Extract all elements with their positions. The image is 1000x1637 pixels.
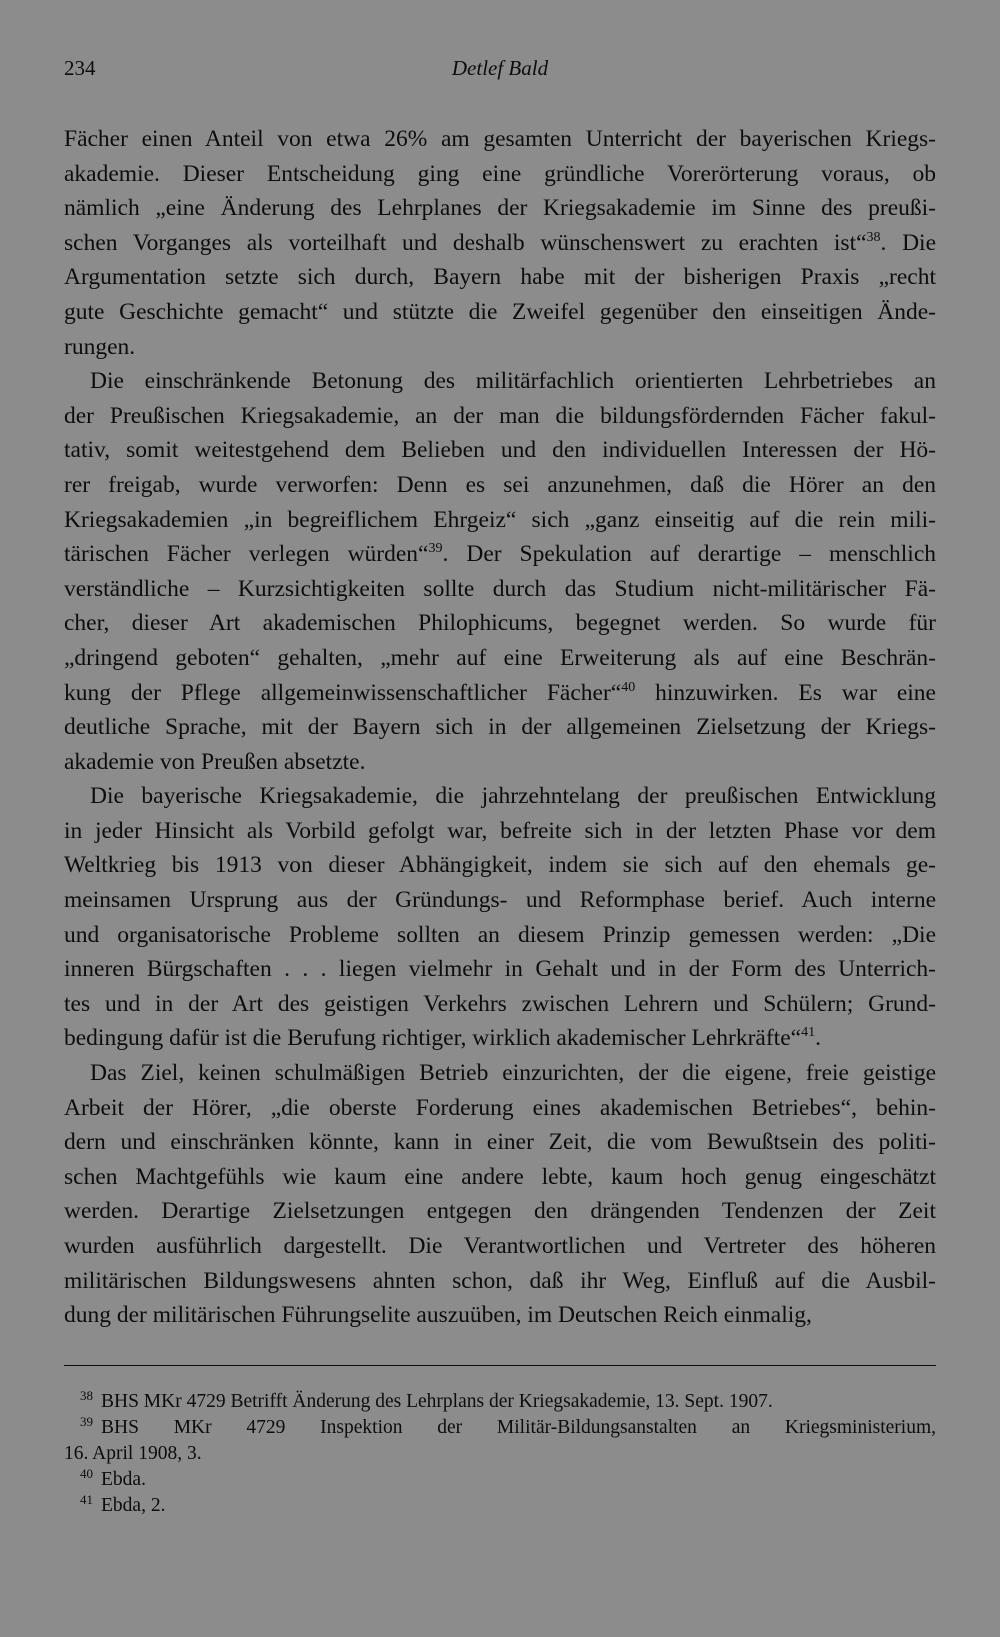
- body-line: [64, 641, 936, 676]
- footnote: [64, 1389, 936, 1415]
- line-text: Fächer einen Anteil von etwa 26% am gesamten Unterricht der bayerischen Kriegs-: [64, 126, 936, 152]
- line-text: und organisatorische Probleme sollten an diesem Prinzip gemessen werden: „Die: [64, 921, 936, 948]
- body-line: [64, 1056, 936, 1091]
- body-line: [64, 330, 936, 365]
- line-text: gute Geschichte gemacht“ und stützte die Zweifel gegenüber den einseitigen Ände-: [64, 298, 936, 325]
- line-text: rer freigab, wurde verworfen: Denn es sei anzunehmen, daß die Hörer an den: [64, 471, 936, 498]
- line-text: werden. Derartige Zielsetzungen entgegen den drängenden Tendenzen der Zeit: [64, 1198, 936, 1225]
- line-text: rungen.: [64, 333, 136, 360]
- footnote: [64, 1493, 936, 1519]
- line-text: tärischen Fächer verlegen würden“: [64, 541, 429, 568]
- line-text: meinsamen Ursprung aus der Gründungs- und Reformphase berief. Auch interne: [64, 887, 936, 914]
- footnote-text: BHS MKr 4729 Betrifft Änderung des Lehrplans der Kriegsakademie, 13. Sept. 1907.: [101, 1391, 773, 1412]
- body-line: [64, 537, 936, 572]
- line-text: cher, dieser Art akademischen Philophicums, begegnet werden. So wurde für: [64, 610, 936, 637]
- body-line: [64, 710, 936, 745]
- footnote-text: Ebda.: [101, 1469, 146, 1490]
- body-line: [64, 1021, 936, 1056]
- line-text: wurden ausführlich dargestellt. Die Verantwortlichen und Vertreter des höheren: [64, 1233, 936, 1259]
- line-text: dung der militärischen Führungselite auszuüben, im Deutschen Reich einmalig,: [64, 1302, 812, 1329]
- footnote-text: BHS MKr 4729 Inspektion der Militär-Bildungsanstalten an Kriegsministerium,: [101, 1417, 936, 1438]
- body-line: [64, 364, 936, 399]
- body-line: [64, 468, 936, 503]
- body-line: [64, 1264, 936, 1299]
- line-text: kung der Pflege allgemeinwissenschaftlicher Fächer“: [64, 679, 622, 706]
- body-line: [64, 433, 936, 468]
- line-text: Arbeit der Hörer, „die oberste Forderung eines akademischen Betriebes“, behin-: [64, 1094, 936, 1121]
- footnotes: [64, 1389, 936, 1519]
- footnote-ref: 39: [428, 541, 443, 557]
- line-text: .: [815, 1025, 821, 1052]
- page-number: 234: [64, 56, 96, 80]
- body-line: [64, 503, 936, 538]
- line-text: in jeder Hinsicht als Vorbild gefolgt war, befreite sich in der letzten Phase vor dem: [64, 817, 936, 844]
- body-line: [64, 779, 936, 814]
- footnote-text: Ebda, 2.: [101, 1495, 166, 1516]
- line-text: . Der Spekulation auf derartige – menschlich: [442, 541, 936, 568]
- line-text: Weltkrieg bis 1913 von dieser Abhängigkeit, indem sie sich auf den ehemals ge-: [64, 852, 936, 879]
- body-line: [64, 1194, 936, 1229]
- line-text: akademie. Dieser Entscheidung ging eine gründliche Vorerörterung voraus, ob: [64, 160, 936, 187]
- body-line: [64, 814, 936, 849]
- footnote-number: 41: [80, 1493, 93, 1507]
- body-line: [64, 1125, 936, 1160]
- line-text: militärischen Bildungswesens ahnten schon, daß ihr Weg, Einfluß auf die Ausbil-: [64, 1267, 936, 1294]
- body-line: [64, 1091, 936, 1126]
- body-line: [64, 883, 936, 918]
- line-text: Die bayerische Kriegsakademie, die jahrzehntelang der preußischen Entwicklung: [90, 783, 936, 810]
- line-text: deutliche Sprache, mit der Bayern sich in der allgemeinen Zielsetzung der Kriegs-: [64, 714, 936, 741]
- line-text: Das Ziel, keinen schulmäßigen Betrieb einzurichten, der die eigene, freie geistige: [90, 1060, 936, 1087]
- footnote-number: 40: [80, 1467, 93, 1481]
- line-text: verständliche – Kurzsichtigkeiten sollte durch das Studium nicht-militärischer Fä-: [64, 575, 936, 602]
- body-line: [64, 952, 936, 987]
- body-line: [64, 572, 936, 607]
- line-text: schen Machtgefühls wie kaum eine andere lebte, kaum hoch genug eingeschätzt: [64, 1163, 936, 1190]
- footnote-number: 39: [80, 1415, 93, 1429]
- line-text: dern und einschränken könnte, kann in einer Zeit, die vom Bewußtsein des politi-: [64, 1129, 936, 1156]
- body-line: [64, 918, 936, 953]
- body-line: [64, 1229, 936, 1264]
- line-text: akademie von Preußen absetzte.: [64, 748, 366, 775]
- running-title: Detlef Bald: [451, 56, 549, 80]
- footnote-rule: [64, 1365, 936, 1366]
- body-line: [64, 399, 936, 434]
- line-text: tativ, somit weitestgehend dem Belieben und den individuellen Interessen der Hö-: [64, 437, 936, 464]
- footnote-ref: 41: [801, 1025, 816, 1041]
- line-text: schen Vorganges als vorteilhaft und deshalb wünschenswert zu erachten ist“: [64, 229, 867, 256]
- footnote: [64, 1415, 936, 1441]
- line-text: bedingung dafür ist die Berufung richtiger, wirklich akademischer Lehrkräfte“: [64, 1025, 802, 1052]
- line-text: Argumentation setzte sich durch, Bayern habe mit der bisherigen Praxis „recht: [64, 264, 936, 291]
- body-line: [64, 191, 936, 226]
- body-line: [64, 122, 936, 157]
- body-line: [64, 295, 936, 330]
- body-line: [64, 157, 936, 192]
- body-line: [64, 260, 936, 295]
- line-text: der Preußischen Kriegsakademie, an der man die bildungsfördernden Fächer fakul-: [64, 402, 936, 429]
- line-text: inneren Bürgschaften . . . liegen vielmehr in Gehalt und in der Form des Unterrich-: [64, 956, 936, 983]
- footnote-ref: 40: [621, 679, 636, 695]
- footnote: [64, 1467, 936, 1493]
- body-line: [64, 606, 936, 641]
- line-text: Kriegsakademien „in begreiflichem Ehrgeiz“ sich „ganz einseitig auf die rein mili-: [64, 506, 936, 533]
- body-line: [64, 1298, 936, 1333]
- body-line: [64, 987, 936, 1022]
- body-line: [64, 676, 936, 711]
- footnote-ref: 38: [866, 229, 881, 245]
- line-text: . Die: [880, 229, 936, 256]
- footnote-continuation: 16. April 1908, 3.: [64, 1443, 202, 1464]
- body-line: [64, 226, 936, 261]
- body-line: [64, 1160, 936, 1195]
- body-line: [64, 848, 936, 883]
- line-text: tes und in der Art des geistigen Verkehrs zwischen Lehrern und Schülern; Grund-: [64, 990, 936, 1017]
- footnote-number: 38: [80, 1389, 93, 1403]
- line-text: „dringend geboten“ gehalten, „mehr auf eine Erweiterung als auf eine Beschrän-: [64, 644, 936, 671]
- line-text: hinzuwirken. Es war eine: [635, 679, 936, 706]
- body-text: [64, 122, 936, 1333]
- line-text: nämlich „eine Änderung des Lehrplanes der Kriegsakademie im Sinne des preußi-: [64, 195, 936, 222]
- line-text: Die einschränkende Betonung des militärfachlich orientierten Lehrbetriebes an: [90, 368, 936, 395]
- running-head: [64, 56, 936, 86]
- body-line: [64, 745, 936, 780]
